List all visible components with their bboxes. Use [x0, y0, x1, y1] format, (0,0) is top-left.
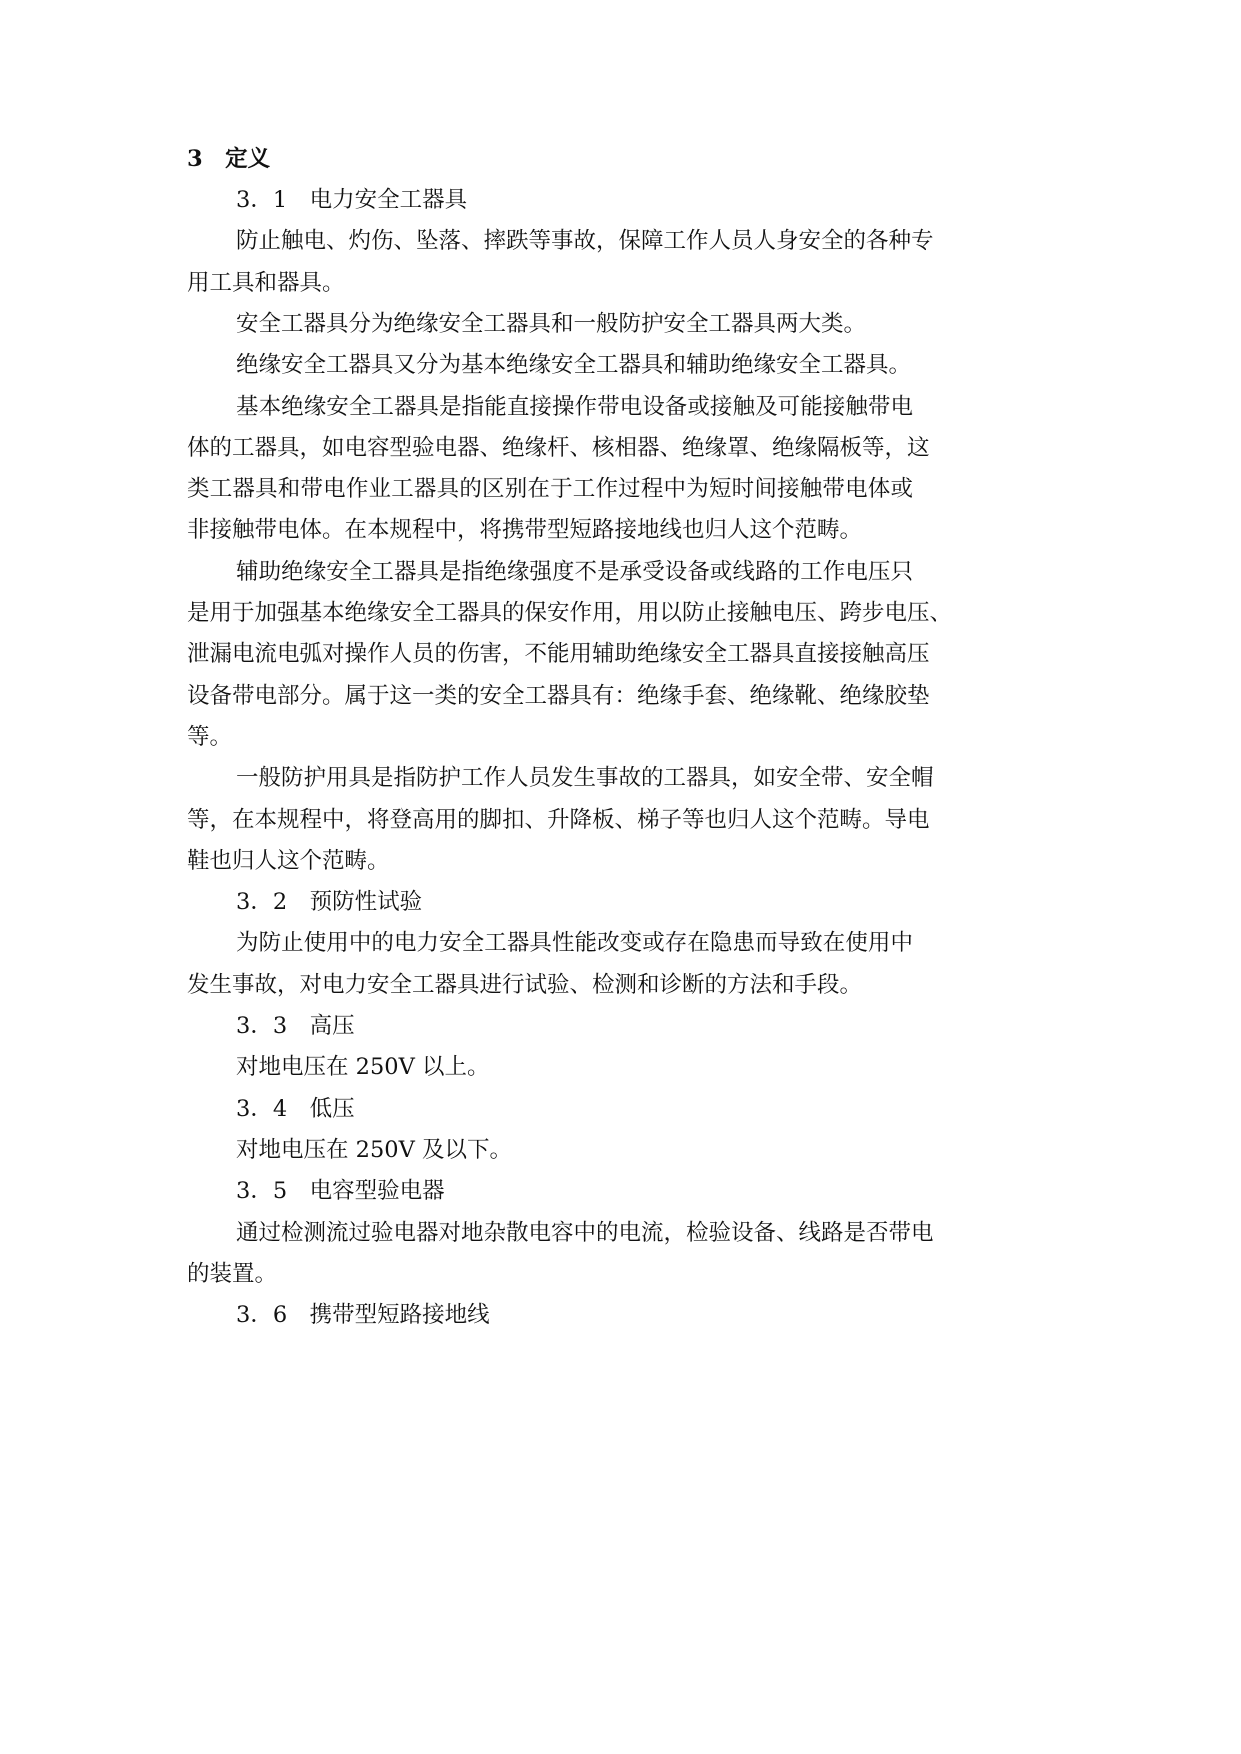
paragraph-line: 发生事故，对电力安全工器具进行试验、检测和诊断的方法和手段。	[187, 971, 863, 998]
paragraph-line: 等，在本规程中，将登高用的脚扣、升降板、梯子等也归人这个范畴。导电	[187, 806, 930, 833]
paragraph-line: 用工具和器具。	[187, 269, 345, 296]
paragraph-line: 通过检测流过验电器对地杂散电容中的电流，检验设备、线路是否带电	[236, 1219, 934, 1246]
paragraph-line: 泄漏电流电弧对操作人员的伤害，不能用辅助绝缘安全工器具直接接触高压	[187, 641, 930, 668]
paragraph-line: 为防止使用中的电力安全工器具性能改变或存在隐患而导致在使用中	[236, 930, 914, 957]
paragraph-line: 等。	[187, 723, 233, 750]
paragraph-line: 设备带电部分。属于这一类的安全工器具有：绝缘手套、绝缘靴、绝缘胶垫	[187, 682, 930, 709]
section-heading: 3 定义	[187, 146, 271, 172]
paragraph-line: 对地电压在 250V 以上。	[236, 1054, 490, 1081]
paragraph-line: 类工器具和带电作业工器具的区别在于工作过程中为短时间接触带电体或	[187, 476, 914, 503]
paragraph-line: 绝缘安全工器具又分为基本绝缘安全工器具和辅助绝缘安全工器具。	[236, 352, 912, 379]
paragraph-line: 的装置。	[187, 1260, 278, 1287]
paragraph-line: 基本绝缘安全工器具是指能直接操作带电设备或接触及可能接触带电	[236, 393, 914, 420]
paragraph-line: 对地电压在 250V 及以下。	[236, 1136, 512, 1163]
paragraph-line: 一般防护用具是指防护工作人员发生事故的工器具，如安全带、安全帽	[236, 765, 934, 792]
subsection-heading: 3．6 携带型短路接地线	[236, 1302, 490, 1329]
paragraph-line: 鞋也归人这个范畴。	[187, 847, 390, 874]
paragraph-line: 非接触带电体。在本规程中，将携带型短路接地线也归人这个范畴。	[187, 517, 863, 544]
subsection-heading: 3．4 低压	[236, 1095, 355, 1122]
paragraph-line: 体的工器具，如电容型验电器、绝缘杆、核相器、绝缘罩、绝缘隔板等，这	[187, 434, 930, 461]
subsection-heading: 3．2 预防性试验	[236, 889, 423, 916]
paragraph-line: 是用于加强基本绝缘安全工器具的保安作用，用以防止接触电压、跨步电压、	[187, 600, 953, 626]
subsection-heading: 3．5 电容型验电器	[236, 1178, 445, 1205]
paragraph-line: 辅助绝缘安全工器具是指绝缘强度不是承受设备或线路的工作电压只	[236, 558, 914, 585]
paragraph-line: 防止触电、灼伤、坠落、摔跌等事故，保障工作人员人身安全的各种专	[236, 228, 934, 255]
subsection-heading: 3．3 高压	[236, 1013, 355, 1039]
subsection-heading: 3．1 电力安全工器具	[236, 187, 468, 213]
paragraph-line: 安全工器具分为绝缘安全工器具和一般防护安全工器具两大类。	[236, 310, 867, 337]
